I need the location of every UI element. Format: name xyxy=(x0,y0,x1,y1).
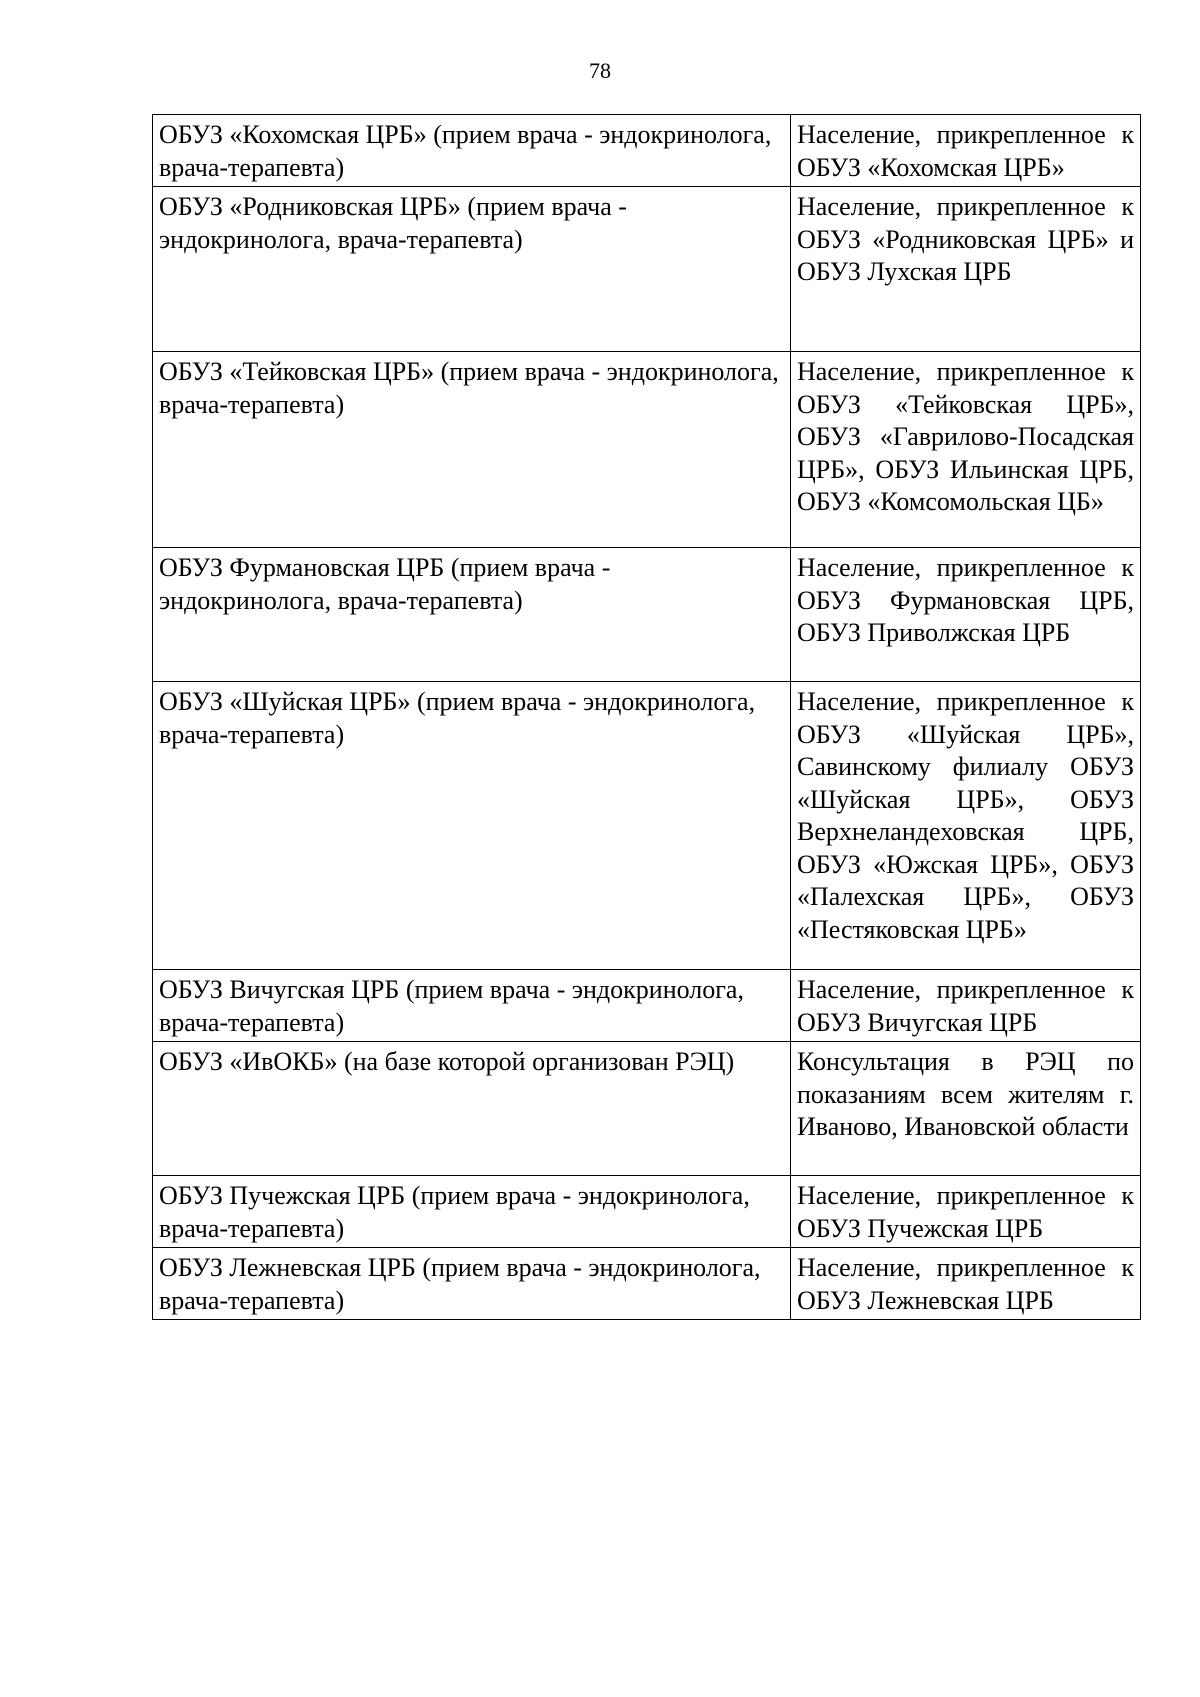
table-row xyxy=(153,682,1141,970)
organization-cell: ОБУЗ Пучежская ЦРБ (прием врача - эндокринолога, врача-терапевта) xyxy=(153,1176,791,1248)
table-row xyxy=(153,1176,1141,1248)
organization-cell: ОБУЗ «ИвОКБ» (на базе которой организован РЭЦ) xyxy=(153,1042,791,1176)
organization-cell: ОБУЗ «Шуйская ЦРБ» (прием врача - эндокринолога, врача-терапевта) xyxy=(153,682,791,970)
population-cell: Население, прикрепленное к ОБУЗ Лежневская ЦРБ xyxy=(791,1248,1141,1320)
table-row xyxy=(153,352,1141,548)
population-cell: Население, прикрепленное к ОБУЗ «Шуйская ЦРБ», Савинскому филиалу ОБУЗ «Шуйская ЦРБ», ОБУЗ Верхнеландеховская ЦРБ, ОБУЗ «Южская ЦРБ», ОБУЗ «Палехская ЦРБ», ОБУЗ «Пестяковская ЦРБ» xyxy=(791,682,1141,970)
organization-cell: ОБУЗ «Кохомская ЦРБ» (прием врача - эндокринолога, врача-терапевта) xyxy=(153,115,791,187)
population-cell: Население, прикрепленное к ОБУЗ Пучежская ЦРБ xyxy=(791,1176,1141,1248)
table-row xyxy=(153,1248,1141,1320)
organization-cell: ОБУЗ Вичугская ЦРБ (прием врача - эндокринолога, врача-терапевта) xyxy=(153,970,791,1042)
organization-cell: ОБУЗ «Родниковская ЦРБ» (прием врача - эндокринолога, врача-терапевта) xyxy=(153,187,791,352)
organization-cell: ОБУЗ Лежневская ЦРБ (прием врача - эндокринолога, врача-терапевта) xyxy=(153,1248,791,1320)
population-cell: Население, прикрепленное к ОБУЗ «Тейковская ЦРБ», ОБУЗ «Гаврилово-Посадская ЦРБ», ОБУЗ Ильинская ЦРБ, ОБУЗ «Комсомольская ЦБ» xyxy=(791,352,1141,548)
table-row xyxy=(153,548,1141,682)
population-cell: Консультация в РЭЦ по показаниям всем жителям г. Иваново, Ивановской области xyxy=(791,1042,1141,1176)
population-cell: Население, прикрепленное к ОБУЗ «Кохомская ЦРБ» xyxy=(791,115,1141,187)
organization-cell: ОБУЗ «Тейковская ЦРБ» (прием врача - эндокринолога, врача-терапевта) xyxy=(153,352,791,548)
page-number: 78 xyxy=(589,58,611,83)
table-row xyxy=(153,115,1141,187)
table-row xyxy=(153,970,1141,1042)
organization-cell: ОБУЗ Фурмановская ЦРБ (прием врача - эндокринолога, врача-терапевта) xyxy=(153,548,791,682)
organizations-table xyxy=(152,114,1141,1320)
population-cell: Население, прикрепленное к ОБУЗ «Родниковская ЦРБ» и ОБУЗ Лухская ЦРБ xyxy=(791,187,1141,352)
table-row xyxy=(153,187,1141,352)
population-cell: Население, прикрепленное к ОБУЗ Вичугская ЦРБ xyxy=(791,970,1141,1042)
population-cell: Население, прикрепленное к ОБУЗ Фурмановская ЦРБ, ОБУЗ Приволжская ЦРБ xyxy=(791,548,1141,682)
table-row xyxy=(153,1042,1141,1176)
table-body xyxy=(153,115,1141,1320)
